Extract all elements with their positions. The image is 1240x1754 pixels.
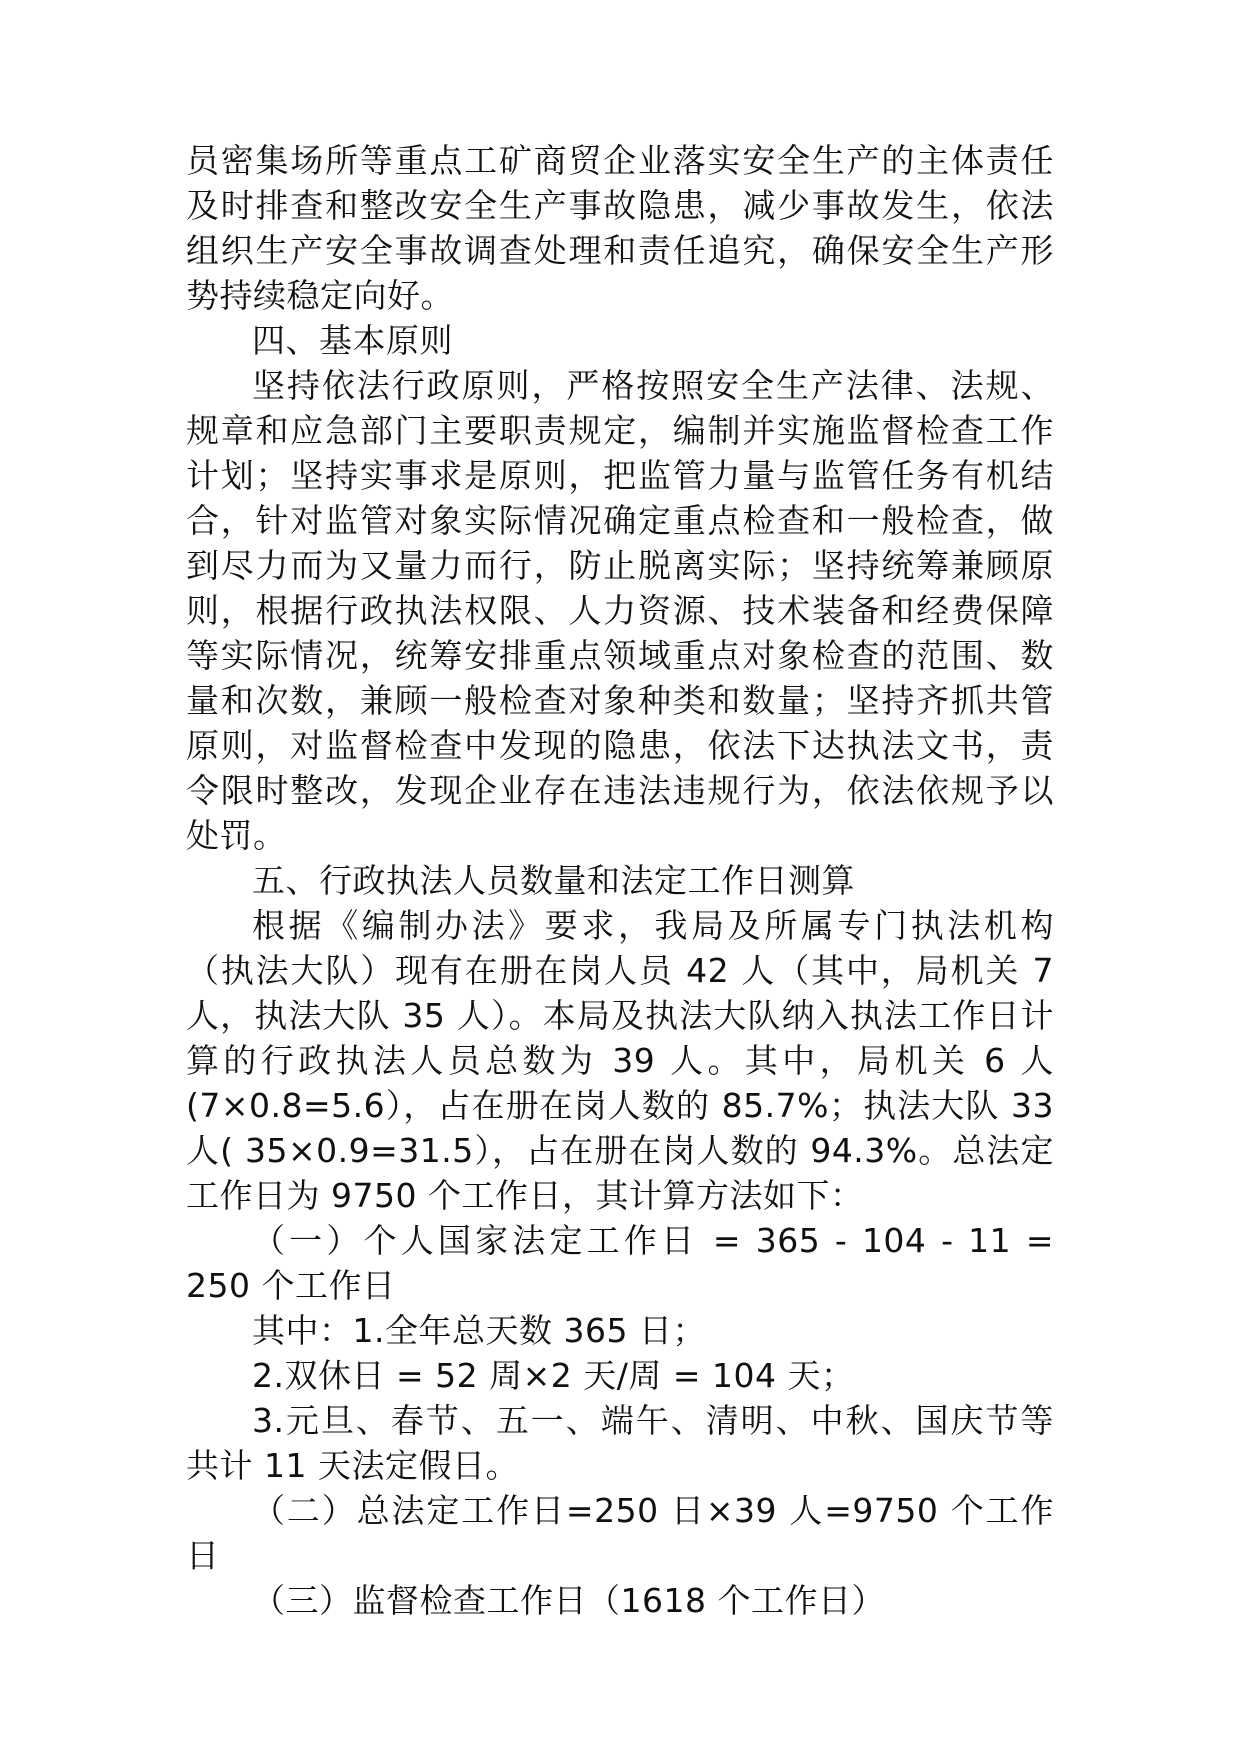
list-item-2: 2.双休日 = 52 周×2 天/周 = 104 天； (252, 1356, 855, 1395)
section-heading-principles: 四、基本原则 (252, 321, 453, 360)
subsection-two: （二）总法定工作日=250 日×39 人=9750 个工作日 (186, 1491, 1054, 1575)
section-heading-staffing: 五、行政执法人员数量和法定工作日测算 (252, 861, 855, 900)
subsection-three: （三）监督检查工作日（1618 个工作日） (252, 1581, 885, 1620)
paragraph-principles: 坚持依法行政原则，严格按照安全生产法律、法规、规章和应急部门主要职责规定，编制并实施监督检查工作计划；坚持实事求是原则，把监管力量与监管任务有机结合，针对监管对象实际情况确定重点检查和一般检查，做到尽力而为又量力而行，防止脱离实际；坚持统筹兼顾原则，根据行政执法权限、人力资源、技术装备和经费保障等实际情况，统筹安排重点领域重点对象检查的范围、数量和次数，兼顾一般检查对象种类和数量；坚持齐抓共管原则，对监督检查中发现的隐患，依法下达执法文书，责令限时整改，发现企业存在违法违规行为，依法依规予以处罚。 (186, 366, 1054, 855)
list-item-1: 其中：1.全年总天数 365 日； (252, 1311, 706, 1350)
list-item-3: 3.元旦、春节、五一、端午、清明、中秋、国庆节等共计 11 天法定假日。 (186, 1401, 1054, 1485)
subsection-one: （一）个人国家法定工作日 = 365 - 104 - 11 = 250 个工作日 (186, 1221, 1054, 1305)
paragraph-staffing: 根据《编制办法》要求，我局及所属专门执法机构（执法大队）现有在册在岗人员 42 人（其中，局机关 7 人，执法大队 35 人）。本局及执法大队纳入执法工作日计算的行政执法人员总数为 39 人。其中，局机关 6 人(7×0.8=5.6），占在册在岗人数的 85.7%；执法大队 33 人( 35×0.9=31.5），占在册在岗人数的 94.3%。总法定工作日为 9750 个工作日，其计算方法如下： (186, 906, 1054, 1215)
body-text (186, 138, 1054, 1623)
paragraph-continuation: 员密集场所等重点工矿商贸企业落实安全生产的主体责任及时排查和整改安全生产事故隐患，减少事故发生，依法组织生产安全事故调查处理和责任追究，确保安全生产形势持续稳定向好。 (186, 141, 1054, 315)
